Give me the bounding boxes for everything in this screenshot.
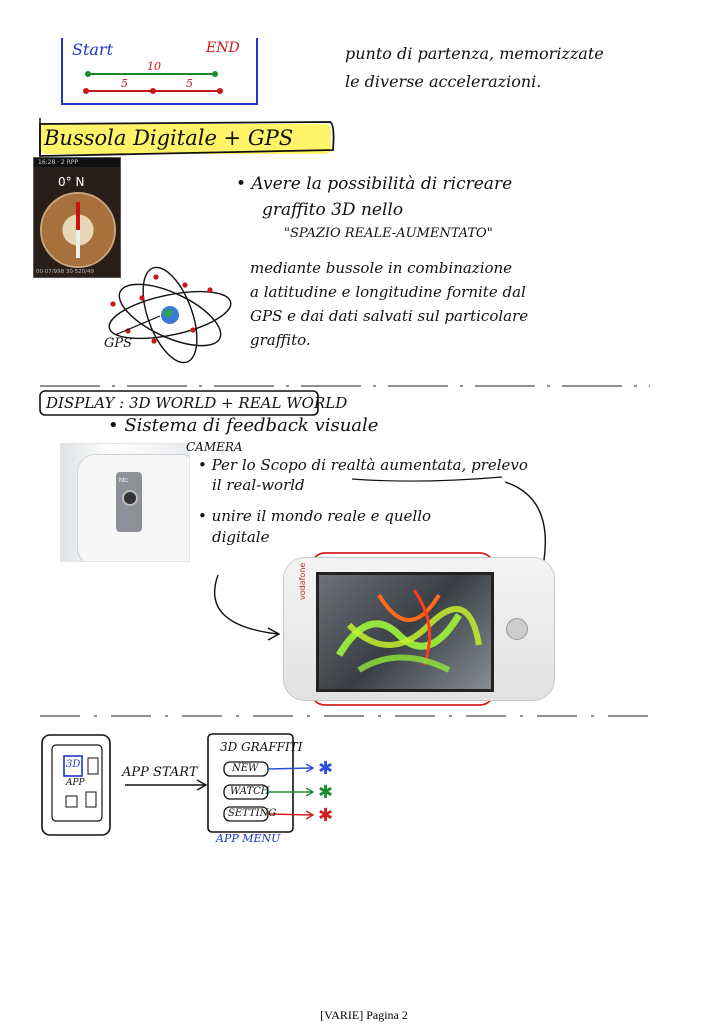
phone-ar-photo bbox=[283, 557, 555, 701]
compass-status-bar: 16:28 · 2 RPP bbox=[34, 158, 120, 167]
compass-heading: 0° N bbox=[58, 175, 85, 189]
distance-label: 10 bbox=[147, 60, 161, 73]
camera-label: CAMERA bbox=[186, 440, 243, 454]
asterisk-icon-new: ✱ bbox=[318, 758, 334, 779]
compass-needle-icon bbox=[76, 202, 80, 258]
bullet1-line2: il real-world bbox=[212, 476, 305, 494]
start-label: Start bbox=[72, 40, 114, 59]
bullet2-line1: • unire il mondo reale e quello bbox=[198, 507, 432, 525]
graffiti-image bbox=[319, 575, 491, 689]
top-note-line-1: punto di partenza, memorizzate bbox=[345, 44, 604, 63]
asterisk-icon-setting: ✱ bbox=[318, 805, 334, 826]
ar-graffiti-screen bbox=[316, 572, 494, 692]
section2-subtitle: • Sistema di feedback visuale bbox=[108, 415, 379, 436]
phone-logo: htc bbox=[119, 477, 129, 484]
bullet1-line1: • Per lo Scopo di realtà aumentata, prelevo bbox=[198, 456, 528, 474]
section1-title: Bussola Digitale + GPS bbox=[44, 126, 294, 150]
end-label: END bbox=[206, 40, 240, 56]
start-point bbox=[85, 71, 91, 77]
section1-note-6: GPS e dai dati salvati sul particolare bbox=[250, 307, 529, 325]
top-note-line-2: le diverse accelerazioni. bbox=[345, 72, 542, 91]
section1-note-7: graffito. bbox=[250, 331, 311, 349]
asterisk-icon-watch: ✱ bbox=[318, 782, 334, 803]
menu-item-new[interactable]: NEW bbox=[232, 763, 259, 774]
bullet2-line2: digitale bbox=[212, 528, 270, 546]
phone-3d-label: 3D bbox=[66, 759, 81, 770]
section1-note-3: "SPAZIO REALE-AUMENTATO" bbox=[284, 226, 493, 241]
camera-lens-icon bbox=[122, 490, 138, 506]
phone-camera-photo bbox=[60, 443, 190, 562]
app-start-label: APP START bbox=[122, 765, 198, 780]
phone-app-label: APP bbox=[66, 778, 85, 788]
section1-note-4: mediante bussole in combinazione bbox=[250, 259, 513, 277]
section2-title: DISPLAY : 3D WORLD + REAL WORLD bbox=[46, 394, 348, 412]
left-segment-label: 5 bbox=[121, 77, 128, 90]
section1-note-1: • Avere la possibilità di ricreare bbox=[236, 174, 513, 194]
app-menu-caption: APP MENU bbox=[216, 832, 281, 845]
section1-note-5: a latitudine e longitudine fornite dal bbox=[250, 283, 526, 301]
menu-item-watch[interactable]: WATCH bbox=[230, 786, 270, 797]
compass-dial-icon bbox=[40, 192, 116, 268]
gps-label: GPS bbox=[104, 336, 133, 351]
menu-title: 3D GRAFFITI bbox=[220, 740, 303, 754]
trackball-icon bbox=[506, 618, 528, 640]
menu-item-setting[interactable]: SETTING bbox=[228, 808, 277, 819]
section1-note-2: graffito 3D nello bbox=[262, 200, 404, 220]
ar-phone-brand: vodafone bbox=[298, 562, 307, 600]
page-footer: [VARIE] Pagina 2 bbox=[320, 1008, 408, 1022]
right-segment-label: 5 bbox=[186, 77, 193, 90]
end-point bbox=[212, 71, 218, 77]
arrow-to-phone-left bbox=[215, 575, 278, 634]
compass-coordinates: 00·07/998 30·520/49 bbox=[36, 269, 94, 275]
compass-screenshot bbox=[33, 157, 121, 278]
